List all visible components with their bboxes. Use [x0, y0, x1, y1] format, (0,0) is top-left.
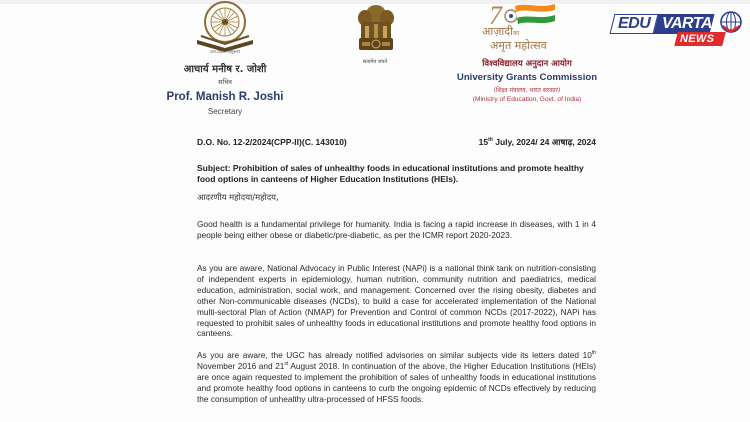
ugc-emblem-icon: [187, 0, 263, 70]
secretary-designation-hindi: सचिव: [218, 78, 232, 86]
globe-book-icon: [718, 10, 744, 36]
paragraph-3-part-b: November 2016 and 21: [197, 360, 285, 371]
ugc-name: University Grants Commission: [456, 72, 598, 83]
letter-subject: Subject: Prohibition of sales of unhealthy foods in educational institutions and promote healthy food options in canteens of Higher Education Institutions (HEIs).: [197, 163, 584, 184]
paragraph-3-part-a: As you are aware, the UGC has already notified advisories on similar subjects vide its letters dated 10: [197, 350, 592, 360]
azadi-text: [482, 24, 519, 39]
azadi-word: आज़ादी: [482, 25, 513, 38]
paragraph-1: Good health is a fundamental privilege for humanity. India is facing a rapid increase in diseases, with 1 in 4 people being either obese or diabetic/pre-diabetic, as per the ICMR report 2020-2023.: [197, 219, 596, 240]
salutation: आदरणीय महोदया/महोदय,: [197, 192, 279, 202]
date-suffix: th: [488, 137, 493, 144]
reference-number: D.O. No. 12-2/2024(CPP-II)(C. 143010): [197, 137, 347, 147]
secretary-name: Prof. Manish R. Joshi: [166, 91, 284, 103]
secretary-designation: Secretary: [207, 107, 243, 116]
ugc-motto: ज्ञान-विज्ञान विमुक्तये: [210, 49, 240, 54]
logo-news: NEWS: [680, 33, 715, 45]
eduvarta-news-logo[interactable]: [610, 10, 745, 50]
paragraph-3: [197, 350, 596, 405]
secretary-name-hindi: आचार्य मनीष र. जोशी: [183, 64, 267, 75]
national-emblem-icon: [355, 2, 397, 58]
ugc-name-hindi: विश्वविद्यालय अनुदान आयोग: [482, 59, 572, 69]
logo-edu: EDU: [618, 15, 651, 32]
suffix-st: st: [284, 361, 289, 368]
paragraph-3-part-c: August 2018. In continuation of the above, the Higher Education Institutions (HEIs) are once again requested to implement the prohibition of sales of unhealthy foods in educational institutions and promote healthy food options in canteens to curb the ongoing epidemic of NCDs effectively by reducing the consumption of unhealthy ultra-processed of HFSS foods.: [197, 360, 596, 404]
suffix-th: th: [591, 350, 596, 357]
ministry-hindi: (शिक्षा मंत्रालय, भारत सरकार): [493, 87, 561, 94]
national-motto: सत्यमेव जयते: [362, 59, 388, 65]
amrit-mahotsav-text: अमृत महोत्सव: [490, 39, 547, 52]
ministry-english: (Ministry of Education, Govt. of India): [472, 96, 582, 103]
date-day: 15: [478, 137, 489, 147]
date-rest: July, 2024/ 24 आषाढ़, 2024: [492, 137, 596, 147]
letter-date: [479, 137, 596, 148]
paragraph-2: As you are aware, National Advocacy in Public Interest (NAPi) is a national think tank on nutrition-consisting of independent experts in epidemiology, human nutrition, community nutrition and paediatrics, medical education, administration, social work, and management. Concerned over the rising obesity, diabetes and other Non-communicable diseases (NCDs), to build a case for accelerated implementation of the National multi-sectoral Plan of Action (NMAP) for Prevention and Control of common NCDs (2017-2022), NAPi has requested to prohibit sales of unhealthy foods in educational institutions and promote healthy food options in canteens.: [197, 263, 596, 339]
azadi-ka: का: [512, 30, 520, 37]
logo-varta: VARTA: [662, 15, 712, 32]
svg-text:7: 7: [489, 1, 502, 30]
